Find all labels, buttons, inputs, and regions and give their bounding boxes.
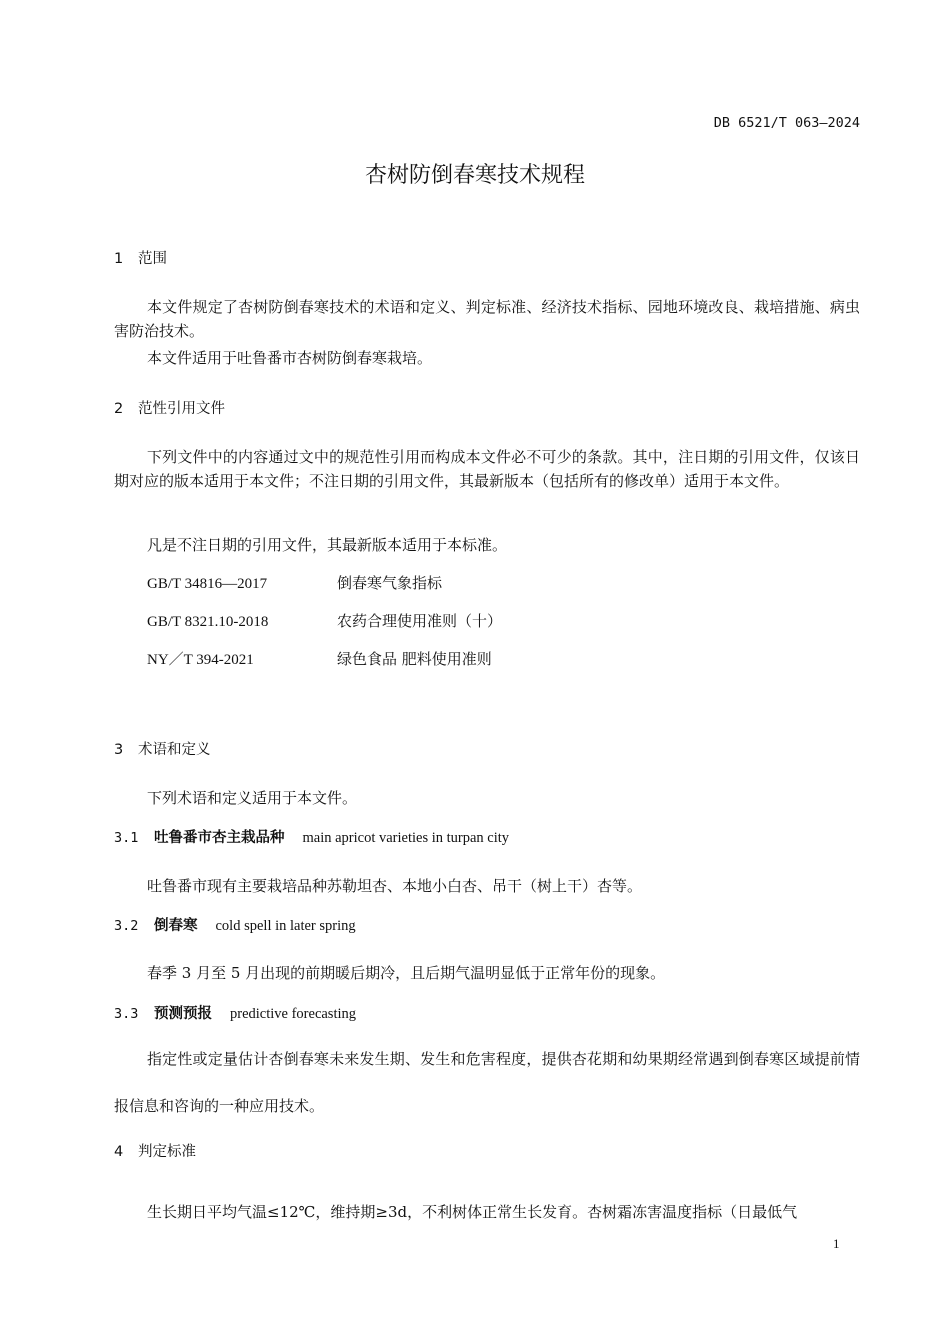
section-1-paragraph-2: 本文件适用于吐鲁番市杏树防倒春寒栽培。 <box>147 349 433 367</box>
section-number: 2 <box>114 401 124 417</box>
term-heading <box>114 1002 356 1023</box>
reference-code: GB/T 8321.10-2018 <box>147 614 269 630</box>
page-title: 杏树防倒春寒技术规程 <box>364 163 585 188</box>
reference-code: NY／T 394-2021 <box>147 652 254 668</box>
section-title: 范性引用文件 <box>138 401 225 417</box>
section-2-heading <box>114 397 225 418</box>
section-2-paragraph-2: 凡是不注日期的引用文件，其最新版本适用于本标准。 <box>147 536 508 554</box>
reference-item <box>147 648 492 669</box>
reference-name: 绿色食品 肥料使用准则 <box>337 650 492 668</box>
section-2-paragraph-1: 下列文件中的内容通过文中的规范性引用而构成本文件必不可少的条款。其中，注日期的引用文件，仅该日期对应的版本适用于本文件；不注日期的引用文件，其最新版本（包括所有的修改单）适用于本文件。 <box>114 448 860 490</box>
term-definition: 指定性或定量估计杏倒春寒未来发生期、发生和危害程度，提供杏花期和幼果期经常遇到倒春寒区域提前情报信息和咨询的一种应用技术。 <box>114 1050 860 1115</box>
term-english: predictive forecasting <box>230 1006 357 1022</box>
term-heading <box>114 914 356 935</box>
reference-item <box>147 610 502 631</box>
section-number: 4 <box>114 1144 124 1160</box>
term-chinese: 吐鲁番市杏主栽品种 <box>154 830 285 846</box>
section-1-paragraph-1: 本文件规定了杏树防倒春寒技术的术语和定义、判定标准、经济技术指标、园地环境改良、栽培措施、病虫害防治技术。 <box>114 298 860 340</box>
term-heading <box>114 826 509 847</box>
term-number: 3.3 <box>114 1006 139 1022</box>
reference-item <box>147 572 442 593</box>
term-chinese: 倒春寒 <box>154 918 198 934</box>
term-english: main apricot varieties in turpan city <box>302 830 510 846</box>
section-1-heading <box>114 247 167 268</box>
section-number: 3 <box>114 742 124 758</box>
term-english: cold spell in later spring <box>215 918 356 934</box>
reference-name: 农药合理使用准则（十） <box>337 612 503 630</box>
term-number: 3.1 <box>114 830 139 846</box>
term-definition: 春季 3 月至 5 月出现的前期暖后期冷，且后期气温明显低于正常年份的现象。 <box>147 964 666 982</box>
section-title: 范围 <box>138 251 167 267</box>
section-4-heading <box>114 1140 196 1161</box>
section-3-intro: 下列术语和定义适用于本文件。 <box>147 789 358 807</box>
section-number: 1 <box>114 251 124 267</box>
document-id: DB 6521/T 063—2024 <box>713 115 860 131</box>
term-definition: 吐鲁番市现有主要栽培品种苏勒坦杏、本地小白杏、吊干（树上干）杏等。 <box>147 877 643 895</box>
reference-code: GB/T 34816—2017 <box>147 576 268 592</box>
term-number: 3.2 <box>114 918 139 934</box>
reference-name: 倒春寒气象指标 <box>337 574 443 592</box>
section-3-heading <box>114 738 211 759</box>
term-chinese: 预测预报 <box>154 1006 212 1022</box>
section-title: 术语和定义 <box>138 742 211 758</box>
section-title: 判定标准 <box>138 1144 196 1160</box>
page-number: 1 <box>833 1236 840 1251</box>
section-4-paragraph-1: 生长期日平均气温≤12℃，维持期≥3d，不利树体正常生长发育。杏树霜冻害温度指标（日最低气 <box>147 1203 798 1221</box>
